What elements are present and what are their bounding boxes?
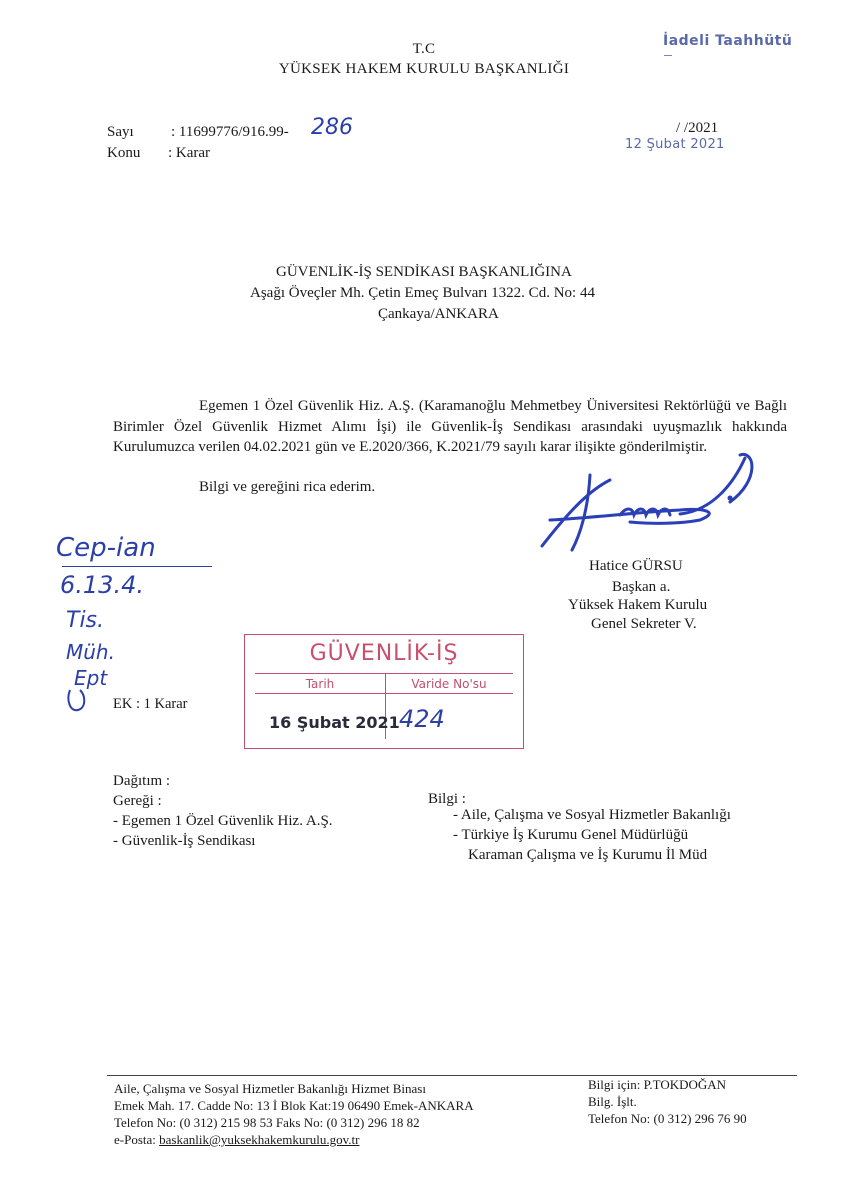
footer-phone: Telefon No: (0 312) 215 98 53 Faks No: (0 312) 296 18 82: [114, 1115, 420, 1130]
registered-mail-stamp: İadeli Taahhütü: [663, 33, 793, 49]
signatory-title-3: Genel Sekreter V.: [591, 616, 697, 632]
footer-email-link[interactable]: baskanlik@yuksekhakemkurulu.gov.tr: [159, 1132, 360, 1147]
recipient-address: Aşağı Öveçler Mh. Çetin Emeç Bulvarı 1322. Cd. No: 44: [250, 285, 595, 301]
sayi-label: Sayı: [107, 124, 134, 140]
receipt-stamp: [244, 634, 524, 749]
footer-contact-title: Bilg. İşlt.: [588, 1094, 637, 1109]
bilgi-item-1: - Aile, Çalışma ve Sosyal Hizmetler Bakanlığı: [453, 807, 731, 823]
handwritten-note-1: Cep-ian: [56, 533, 156, 563]
footer-contact-phone: Telefon No: (0 312) 296 76 90: [588, 1111, 747, 1126]
handwritten-mark: [64, 686, 96, 716]
stamp-divider-2: [255, 693, 513, 694]
signatory-title-1: Başkan a.: [612, 579, 671, 595]
bilgi-label: Bilgi :: [428, 791, 466, 807]
stamp-number-value: 424: [399, 705, 445, 733]
bilgi-item-2: - Türkiye İş Kurumu Genel Müdürlüğü: [453, 827, 689, 843]
attachment-line: EK : 1 Karar: [113, 696, 188, 712]
sayi-value: : 11699776/916.99-: [171, 124, 289, 140]
footer-address-2: Emek Mah. 17. Cadde No: 13 İ Blok Kat:19 06490 Emek-ANKARA: [114, 1098, 474, 1113]
stamp-title: GÜVENLİK-İŞ: [309, 641, 459, 666]
header-tc: T.C: [412, 41, 436, 57]
stamp-date-label: Tarih: [305, 677, 335, 691]
konu-label: Konu: [107, 145, 141, 161]
handwritten-note-4: Müh.: [66, 640, 115, 664]
footer-address-1: Aile, Çalışma ve Sosyal Hizmetler Bakanlığı Hizmet Binası: [114, 1081, 426, 1096]
footer-email-label: e-Posta:: [114, 1132, 160, 1147]
handwritten-note-3: Tis.: [66, 608, 105, 633]
handwritten-underline: [62, 566, 212, 567]
konu-value: : Karar: [168, 145, 211, 161]
handwritten-note-2: 6.13.4.: [60, 571, 144, 599]
document-date: / /2021: [676, 120, 719, 136]
sayi-handwritten-number: 286: [311, 115, 353, 140]
distribution-label: Dağıtım :: [113, 773, 171, 789]
body-closing: Bilgi ve gereğini rica ederim.: [199, 479, 376, 495]
handwritten-note-5: Ept: [74, 666, 108, 690]
body-paragraph: Egemen 1 Özel Güvenlik Hiz. A.Ş. (Karamanoğlu Mehmetbey Üniversitesi Rektörlüğü ve Bağlı Birimler Özel Güvenlik Hizmet Alımı İşi) ile Güvenlik-İş Sendikası arasındaki uyuşmazlık hakkında Kurulumuzca verilen 04.02.2021 gün ve E.2020/366, K.2021/79 sayılı karar ilişikte gönderilmiştir.: [113, 398, 787, 455]
stamp-divider-1: [255, 673, 513, 674]
footer-email-row: [114, 1132, 359, 1148]
gereği-label: Gereği :: [113, 793, 162, 809]
signatory-name: Hatice GÜRSU: [589, 558, 683, 574]
signatory-title-2: Yüksek Hakem Kurulu: [568, 597, 708, 613]
header-institution: YÜKSEK HAKEM KURULU BAŞKANLIĞI: [278, 61, 570, 77]
recipient-city: Çankaya/ANKARA: [378, 306, 499, 322]
bilgi-item-3: Karaman Çalışma ve İş Kurumu İl Müd: [468, 847, 708, 863]
gereği-item-2: - Güvenlik-İş Sendikası: [113, 833, 256, 849]
received-date-stamp: 12 Şubat 2021: [625, 137, 725, 152]
stamp-number-label: Varide No'su: [411, 677, 487, 691]
footer-divider: [107, 1075, 797, 1076]
signature-scribble: [530, 450, 760, 560]
stamp-date-value: 16 Şubat 2021: [269, 713, 400, 732]
recipient-name: GÜVENLİK-İŞ SENDİKASI BAŞKANLIĞINA: [276, 264, 572, 280]
footer-contact-name: Bilgi için: P.TOKDOĞAN: [588, 1077, 727, 1092]
gereği-item-1: - Egemen 1 Özel Güvenlik Hiz. A.Ş.: [113, 813, 333, 829]
